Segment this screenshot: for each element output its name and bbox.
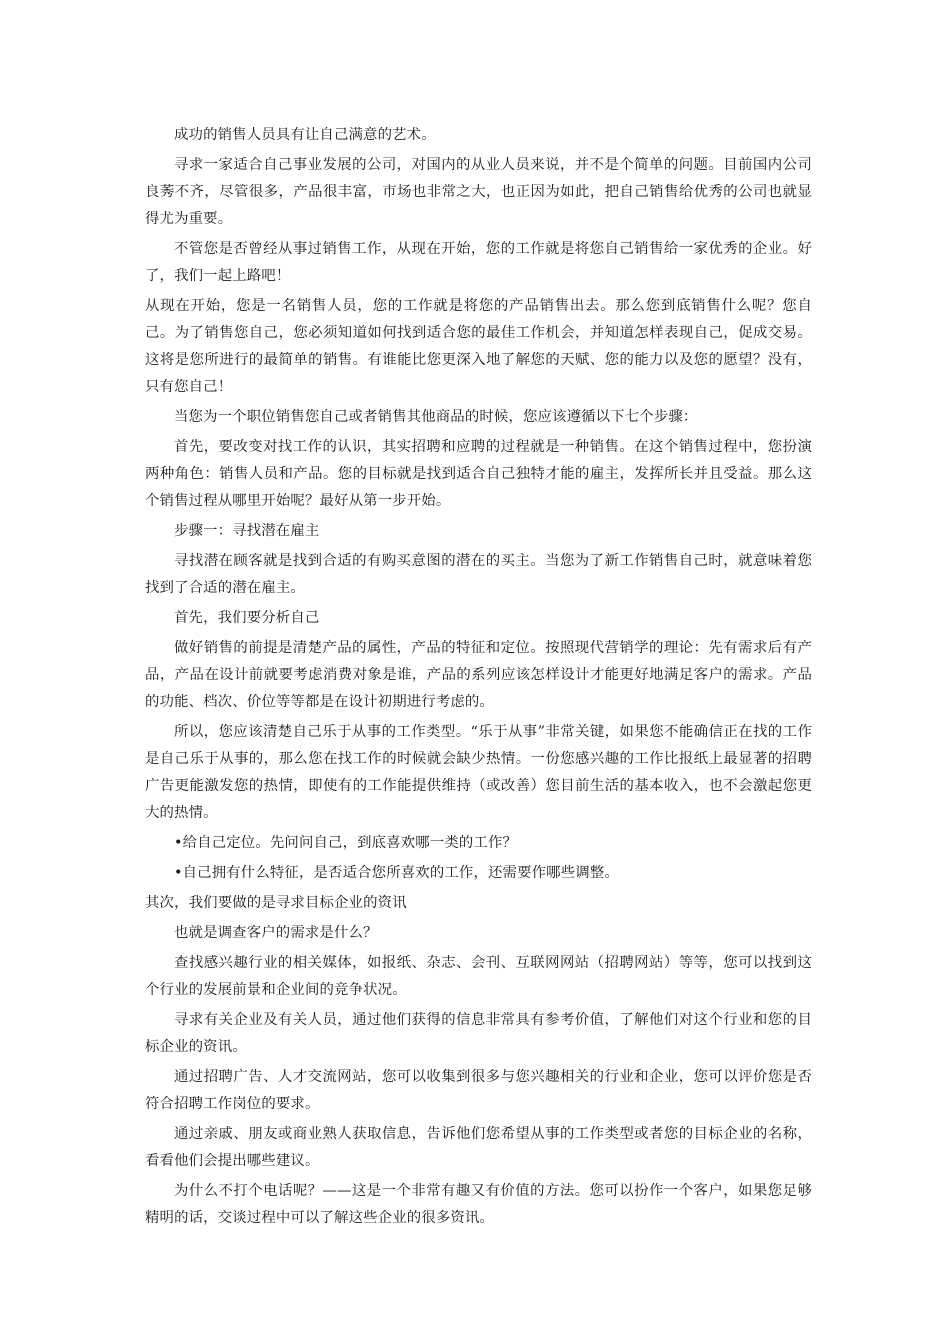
paragraph: 当您为一个职位销售您自己或者销售其他商品的时候，您应该遵循以下七个步骤： bbox=[174, 409, 698, 425]
paragraph: 寻找潜在顾客就是找到合适的有购买意图的潜在的买主。当您为了新工作销售自己时，就意味着您找到了合适的潜在雇主。 bbox=[145, 553, 812, 596]
paragraph: 查找感兴趣行业的相关媒体，如报纸、杂志、会刊、互联网网站（招聘网站）等等，您可以找到这个行业的发展前景和企业间的竞争状况。 bbox=[145, 955, 812, 998]
bullet-item: •给自己定位。先问问自己，到底喜欢哪一类的工作？ bbox=[174, 835, 518, 851]
paragraph-intro: 成功的销售人员具有让自己满意的艺术。 bbox=[174, 127, 436, 143]
paragraph: 所以，您应该清楚自己乐于从事的工作类型。“乐于从事”非常关键，如果您不能确信正在找的工作是自己乐于从事的，那么您在找工作的时候就会缺少热情。一份您感兴趣的工作比报纸上最显著的招聘广告更能激发您的热情，即使有的工作能提供维持（或改善）您目前生活的基本收入，也不会激起您更大的热情。 bbox=[145, 724, 812, 821]
subheading: 其次，我们要做的是寻求目标企业的资讯 bbox=[145, 895, 407, 911]
paragraph: 不管您是否曾经从事过销售工作，从现在开始，您的工作就是将您自己销售给一家优秀的企业。好了，我们一起上路吧！ bbox=[145, 241, 812, 284]
step-heading: 步骤一：寻找潜在雇主 bbox=[174, 523, 320, 539]
paragraph: 做好销售的前提是清楚产品的属性，产品的特征和定位。按照现代营销学的理论：先有需求后有产品，产品在设计前就要考虑消费对象是谁，产品的系列应该怎样设计才能更好地满足客户的需求。产品的功能、档次、价位等等都是在设计初期进行考虑的。 bbox=[145, 640, 812, 710]
paragraph: 寻求一家适合自己事业发展的公司，对国内的从业人员来说，并不是个简单的问题。目前国内公司良莠不齐，尽管很多，产品很丰富，市场也非常之大，也正因为如此，把自己销售给优秀的公司也就显得尤为重要。 bbox=[145, 157, 812, 227]
paragraph: 寻求有关企业及有关人员，通过他们获得的信息非常具有参考价值，了解他们对这个行业和您的目标企业的资讯。 bbox=[145, 1012, 812, 1055]
paragraph: 为什么不打个电话呢？——这是一个非常有趣又有价值的方法。您可以扮作一个客户，如果您足够精明的话，交谈过程中可以了解这些企业的很多资讯。 bbox=[145, 1183, 812, 1226]
paragraph: 首先，要改变对找工作的认识，其实招聘和应聘的过程就是一种销售。在这个销售过程中，您扮演两种角色：销售人员和产品。您的目标就是找到适合自己独特才能的雇主，发挥所长并且受益。那么这个销售过程从哪里开始呢？最好从第一步开始。 bbox=[145, 439, 812, 509]
bullet-item: •自己拥有什么特征，是否适合您所喜欢的工作，还需要作哪些调整。 bbox=[174, 865, 619, 881]
document-body bbox=[145, 122, 812, 1235]
paragraph: 通过亲戚、朋友或商业熟人获取信息，告诉他们您希望从事的工作类型或者您的目标企业的名称，看看他们会提出哪些建议。 bbox=[145, 1126, 812, 1169]
paragraph: 从现在开始，您是一名销售人员，您的工作就是将您的产品销售出去。那么您到底销售什么呢？您自己。为了销售您自己，您必须知道如何找到适合您的最佳工作机会，并知道怎样表现自己，促成交易。这将是您所进行的最简单的销售。有谁能比您更深入地了解您的天赋、您的能力以及您的愿望？没有，只有您自己！ bbox=[145, 298, 812, 395]
subheading: 首先，我们要分析自己 bbox=[174, 610, 320, 626]
paragraph: 通过招聘广告、人才交流网站，您可以收集到很多与您兴趣相关的行业和企业，您可以评价您是否符合招聘工作岗位的要求。 bbox=[145, 1069, 812, 1112]
paragraph: 也就是调查客户的需求是什么？ bbox=[174, 925, 378, 941]
